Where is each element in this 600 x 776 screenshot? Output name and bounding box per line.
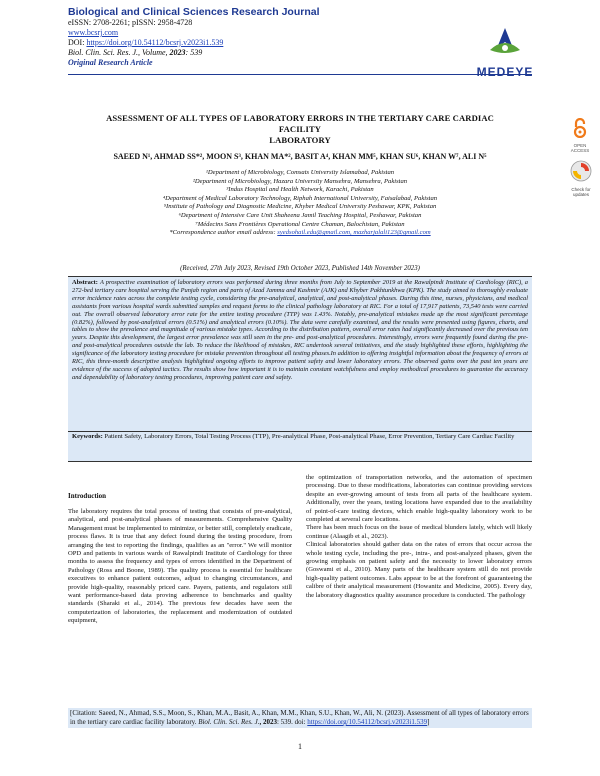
journal-name: Biological and Clinical Sciences Research Journal <box>68 6 320 18</box>
check-updates-label-1: Check for <box>571 187 591 192</box>
citation-pages: : 539. doi: <box>276 718 308 726</box>
citation-journal: Biol. Clin. Sci. Res. J. <box>198 718 260 726</box>
doi-link[interactable]: https://doi.org/10.54112/bcsrj.v2023i1.539 <box>86 38 224 47</box>
affiliation-1: ¹Department of Microbiology, Comsats University Islamabad, Pakistan <box>205 169 395 176</box>
volume-year: 2023 <box>169 48 186 57</box>
check-updates-badge[interactable] <box>566 160 596 197</box>
header-rule <box>68 74 532 75</box>
open-access-badge[interactable] <box>563 118 597 153</box>
keywords-label: Keywords: <box>72 433 105 440</box>
intro-right-column <box>306 474 532 600</box>
affiliation-2: ²Department of Microbiology, Hazara University Mansehra, Mansehra, Pakistan <box>192 177 408 185</box>
affiliations <box>68 169 532 238</box>
affiliation-6: ⁶Department of Intensive Care Unit Shaheena Jamil Teaching Hospital, Peshawar, Pakistan <box>178 211 422 219</box>
keywords-rule <box>68 431 532 432</box>
correspondence-label: *Correspondence author email address: <box>169 229 278 237</box>
abstract-box <box>68 276 532 462</box>
intro-left-column: The laboratory requires the total process of testing that consists of pre-analytical, analytical, and post-analytical phases of measurements. Comprehensive Quality Management must be implemented to minimize, or better still, completely eradicate, process flaws. It is true that any defect found during the testing procedure, from arranging the test to reporting the findings, qualifies as an "error." We will monitor OPD and patients in various wards of Rawalpindi Institute of Cardiology for three months to assess the frequency and types of errors identified in the Department of Pathology (Ross and Boone, 1989). The quality process is essential for healthcare executives to enhance patient outcomes, adjust to changing circumstances, and provide high-quality, reasonably priced care. Payers, patients, and regulators still want performance-based data proving adherence to benchmarks and quality standards (Sharaki et al., 2014). The previous few decades have seen the computerization of laboratories, the replacement and modernization of outdated equipment, <box>68 508 292 625</box>
abstract-text: A prospective examination of laboratory errors was performed during three months from July to September 2019 at the Rawalpindi Institute of Cardiology (RIC), a 272-bed tertiary care hospital serving the Punjab region and parts of Azad Jammu and Kashmir (AJK) and Khyber Pakhtunkhwa (KPK). The study aimed to thoroughly evaluate error incidence rates across the complete testing cycle, considering the pre-analytical, analytical, and post-analytical phases. During this time, nurses, physicians, and medical assistants from various hospital wards submitted samples and request forms to the clinical pathology laboratory at RIC. For a total of 17,917 patients, 73,540 tests were carried out. The overall observed laboratory error rate for the entire testing procedure (TTP) was 1.43%. Notably, pre-analytical mistakes made up the most significant percentage (0.82%), followed by post-analytical errors (0.51%) and analytical errors (0.10%). The data were carefully examined, and the results were presented using figures, charts, and tables to show the prevalence and magnitude of various mistake types. According to the distribution pattern, overall error rates had significantly decreased over the previous ten years. Despite this development, the largest error prevalence was still seen in the pre- and post-analytical procedures. Interestingly, errors were frequently found during the pre- and post-analytical procedures outside the lab. To reduce the likelihood of mistakes, RIC undertook several initiatives, and the study highlighted these efforts, highlighting the significance of the laboratory testing procedure for mistake prevention throughout all testing phases.In addition to offering insightful information about the frequency of errors at RIC, this three-month descriptive analysis highlighted ongoing efforts to improve patient safety and lower laboratory errors. The observed gains over the past ten years are evidence of the success of adopted tactics. The results show how important it is to maintain constant watchfulness and employ methodical procedures to guarantee the accuracy and dependability of laboratory testing procedures, improving patient care and safety. <box>72 279 528 381</box>
keywords-text: Patient Safety, Laboratory Errors, Total Testing Process (TTP), Pre-analytical Phase, Post-analytical Phase, Error Prevention, Tertiary Care Cardiac Facility <box>104 433 515 440</box>
affiliation-3: ³Indus Hospital and Health Network, Karachi, Pakistan <box>226 186 374 194</box>
check-updates-label-2: updates <box>572 192 589 197</box>
citation-doi-link[interactable]: https://doi.org/10.54112/bcsrj.v2023i1.539 <box>307 718 428 726</box>
page-number: 1 <box>298 742 302 751</box>
introduction-heading: Introduction <box>68 492 106 500</box>
check-updates-icon <box>570 160 592 182</box>
article-type: Original Research Article <box>68 58 153 67</box>
right-paragraph-3: Clinical laboratories should gather data on the rates of errors that occur across the whole testing cycle, including the pre-, intra-, and post-analyzed phases, given the growing emphasis on patient safety and the necessity to lower laboratory errors (Goswami et al., 2010). Many parts of the healthcare system still do not provide high-quality patient outcomes. Labs appear to be at the forefront of guaranteeing the calibre of their analytical measurement (Howanitz and Medicine, 2005). Every day, the laboratory diagnostics quality assurance procedure is conducted. The pathology <box>306 541 532 599</box>
citation-end: ] <box>427 718 430 726</box>
right-paragraph-1: the optimization of transportation networks, and the automation of specimen processing. Due to these modifications, laboratories can continue providing services despite an ever-growing amount of tests from all parts of the healthcare system. Additionally, over the years, testing locations have expanded due to the availability of point-of-care testing devices, which enable high-quality laboratory work to be completed at several care locations. <box>306 474 532 524</box>
citation-box <box>68 708 532 728</box>
open-access-label-2: ACCESS <box>570 148 590 153</box>
title-line-2: LABORATORY <box>269 135 331 145</box>
logo-text: MEDEYE <box>476 65 534 79</box>
eye-logo-icon <box>470 24 540 60</box>
article-title <box>90 113 510 146</box>
affiliation-7: ⁷Médecins Sans Frontières Operational Centre Chaman, Balochistan, Pakistan <box>195 220 405 228</box>
journal-header <box>68 6 398 68</box>
right-paragraph-2: There has been much focus on the issue of medical blunders lately, which will likely continue (Alaagib et al., 2023). <box>306 524 532 540</box>
open-lock-icon <box>573 118 587 138</box>
received-dates: (Received, 27th July 2023, Revised 19th October 2023, Published 14th November 2023) <box>180 265 420 272</box>
issn: eISSN: 2708-2261; pISSN: 2958-4728 <box>68 18 193 27</box>
affiliation-5: ⁵Institute of Pathology and Diagnostic Medicine, Khyber Medical University Peshawar, KPK, Pakistan <box>163 203 437 211</box>
abstract-label: Abstract: <box>72 279 100 286</box>
affiliation-4: ⁴Department of Medical Laboratory Technology, Riphah International University, Faisalabad, Pakistan <box>162 194 438 202</box>
keywords-paragraph <box>72 433 528 441</box>
title-line-1: ASSESSMENT OF ALL TYPES OF LABORATORY ERRORS IN THE TERTIARY CARE CARDIAC FACILITY <box>106 113 494 134</box>
open-access-label-1: OPEN <box>573 143 587 148</box>
correspondence-line <box>68 229 532 238</box>
volume-suffix: : 539 <box>185 48 203 57</box>
website-link[interactable]: www.bcsrj.com <box>68 28 119 37</box>
citation-year: , 2023 <box>259 718 277 726</box>
correspondence-emails[interactable]: syedsohail.edu@gmail.com, mazharjalali123@gmail.com <box>277 229 431 237</box>
medeye-logo <box>470 24 540 79</box>
volume-prefix: Biol. Clin. Sci. Res. J., Volume, <box>68 48 170 57</box>
doi-label: DOI: <box>68 38 87 47</box>
citation-text: [Citation: Saeed, N., Ahmad, S.S., Moon, S., Khan, M.A., Basit, A., Khan, M.M., Khan, S.U., Khan, W., Ali, N. (2023). Assessment of all types of laboratory errors in the tertiary care cardiac facility laboratory. <box>70 709 529 726</box>
abstract-paragraph <box>68 277 532 382</box>
author-list: SAEED N¹, AHMAD SS*², MOON S³, KHAN MA*², BASIT A⁴, KHAN MM⁵, KHAN SU⁶, KHAN W⁷, ALI N⁵ <box>113 152 487 161</box>
